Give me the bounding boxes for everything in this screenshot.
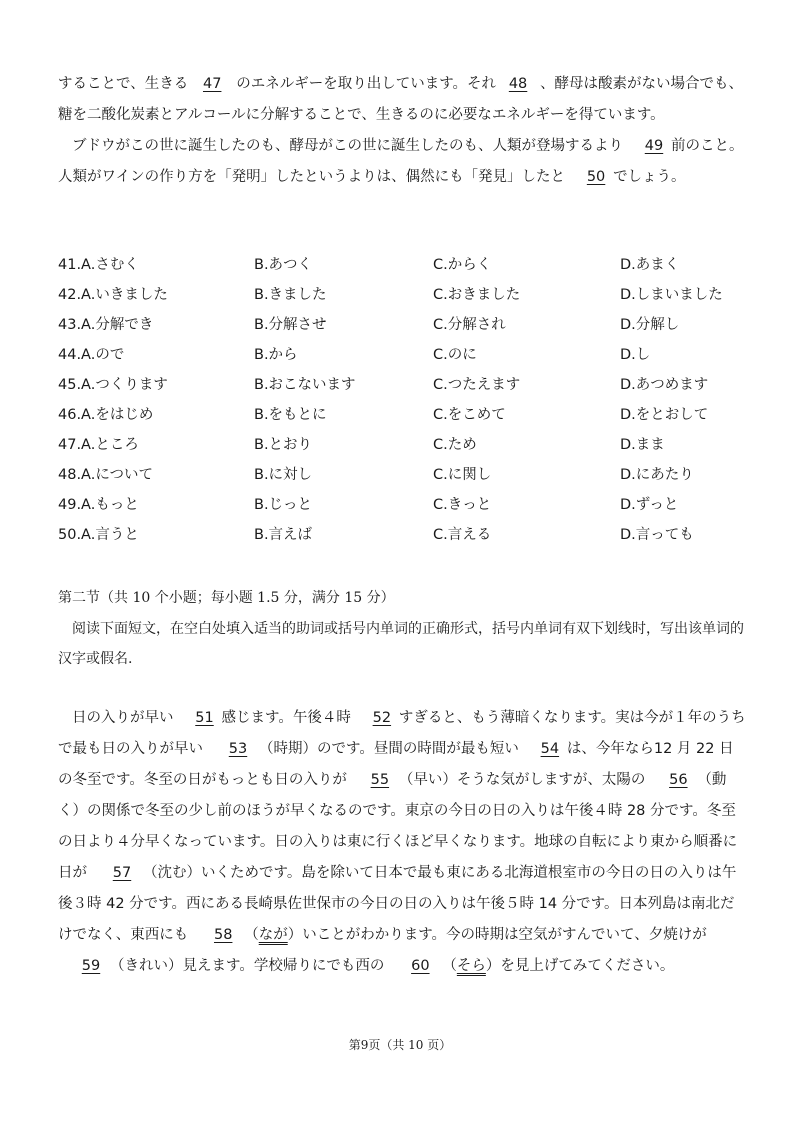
option-row-41 — [58, 250, 758, 280]
blank-57: 57 — [112, 865, 132, 881]
blank-53: 53 — [228, 741, 248, 757]
option-c: C.言える — [433, 527, 492, 543]
option-row-42 — [58, 280, 758, 310]
option-a: 44.A.ので — [58, 347, 125, 363]
blank-51: 51 — [195, 710, 214, 726]
passage-paragraph — [58, 131, 748, 193]
option-b: B.をもとに — [254, 407, 327, 423]
option-a: 41.A.さむく — [58, 257, 139, 273]
double-underlined-word: なが — [258, 927, 288, 943]
option-row-45 — [58, 370, 758, 400]
option-row-43 — [58, 310, 758, 340]
passage-text: ブドウがこの世に誕生したのも、酵母がこの世に誕生したのも、人類が登場するより — [72, 138, 623, 154]
option-d: D.にあたり — [620, 467, 694, 483]
option-d: D.あつめます — [620, 377, 709, 393]
option-b: B.に対し — [254, 467, 313, 483]
option-b: B.分解させ — [254, 317, 327, 333]
option-d: D.分解し — [620, 317, 680, 333]
passage-text: は、今年なら12 月 22 日の冬至です。冬至の日がもっとも日の入りが — [58, 741, 734, 788]
option-row-50 — [58, 520, 758, 550]
option-a: 47.A.ところ — [58, 437, 139, 453]
option-a: 50.A.言うと — [58, 527, 139, 543]
option-row-47 — [58, 430, 758, 460]
option-c: C.をこめて — [433, 407, 506, 423]
option-b: B.言えば — [254, 527, 313, 543]
passage-text: （動く）の関係で冬至の少し前のほうが早くなるのです。東京の今日の日の入りは午後４時 28 分です。冬至の日より４分早くなっています。日の入りは東に行くほど早くなります。地球の自転により東から順番に日が — [58, 772, 738, 881]
option-b: B.きました — [254, 287, 327, 303]
option-a: 48.A.について — [58, 467, 154, 483]
double-underlined-word: そら — [456, 958, 486, 974]
option-d: D.あまく — [620, 257, 680, 273]
section-title: 第二节（共 10 个小题；每小题 1.5 分，满分 15 分） — [58, 590, 395, 606]
passage-text: ）いことがわかります。今の時期は空気がすんでいて、夕焼けが — [287, 927, 707, 943]
option-row-46 — [58, 400, 758, 430]
passage-text: （時期）のです。昼間の時間が最も短い — [259, 741, 519, 757]
paren-open: （ — [442, 958, 457, 974]
option-b: B.から — [254, 347, 298, 363]
option-b: B.じっと — [254, 497, 313, 513]
option-c: C.分解され — [433, 317, 506, 333]
passage-text: 日の入りが早い — [72, 710, 174, 726]
option-b: B.あつく — [254, 257, 313, 273]
blank-54: 54 — [540, 741, 560, 757]
section-instruction: 阅读下面短文，在空白处填入适当的助词或括号内单词的正确形式，括号内单词有双下划线时，写出该单词的汉字或假名. — [58, 621, 744, 667]
page-footer: 第9页（共 10 页） — [348, 1038, 452, 1052]
blank-58: 58 — [213, 927, 233, 943]
passage-text: 、酵母は酸素がない場合でも、糖を二酸化炭素とアルコールに分解することで、生きるのに必要なエネルギーを得ています。 — [58, 76, 744, 123]
blank-56: 56 — [669, 772, 688, 788]
option-c: C.つたえます — [433, 377, 521, 393]
passage-text: することで、生きる — [58, 76, 189, 92]
paren-open: （ — [244, 927, 259, 943]
option-d: D.まま — [620, 437, 665, 453]
passage-part1 — [58, 69, 748, 193]
option-a: 42.A.いきました — [58, 287, 168, 303]
blank-48: 48 — [508, 76, 528, 92]
passage-text: （早い）そうな気がしますが、太陽の — [398, 772, 646, 788]
option-c: C.に関し — [433, 467, 492, 483]
blank-59: 59 — [81, 958, 101, 974]
passage-text: でしょう。 — [613, 169, 686, 185]
option-d: D.をとおして — [620, 407, 709, 423]
option-c: C.のに — [433, 347, 477, 363]
answer-options — [58, 250, 758, 550]
passage-text: 感じます。午後４時 — [221, 710, 351, 726]
option-c: C.おきました — [433, 287, 521, 303]
option-row-44 — [58, 340, 758, 370]
blank-55: 55 — [370, 772, 390, 788]
option-b: B.とおり — [254, 437, 313, 453]
option-c: C.ため — [433, 437, 477, 453]
blank-60: 60 — [411, 958, 430, 974]
passage-text: （きれい）見えます。学校帰りにでも西の — [110, 958, 385, 974]
blank-50: 50 — [586, 169, 606, 185]
option-a: 45.A.つくります — [58, 377, 168, 393]
option-d: D.言っても — [620, 527, 694, 543]
passage-text: ）を見上げてみてください。 — [485, 958, 675, 974]
option-row-48 — [58, 460, 758, 490]
option-d: D.ずっと — [620, 497, 679, 513]
passage-text: （沈む）いくためです。島を除いて日本で最も東にある北海道根室市の今日の日の入りは午後３時 42 分です。西にある長崎県佐世保市の今日の日の入りは午後５時 14 分です。日本列島は南北だけでなく、東西にも — [58, 865, 737, 943]
option-d: D.しまいました — [620, 287, 723, 303]
option-b: B.おこないます — [254, 377, 356, 393]
passage-part2 — [58, 703, 748, 982]
blank-47: 47 — [202, 76, 222, 92]
option-row-49 — [58, 490, 758, 520]
option-c: C.きっと — [433, 497, 492, 513]
option-c: C.からく — [433, 257, 492, 273]
option-a: 46.A.をはじめ — [58, 407, 154, 423]
option-a: 43.A.分解でき — [58, 317, 154, 333]
option-d: D.し — [620, 347, 651, 363]
blank-52: 52 — [372, 710, 392, 726]
blank-49: 49 — [644, 138, 664, 154]
option-a: 49.A.もっと — [58, 497, 139, 513]
passage-text: 前のこと。人類がワインの作り方を「発明」したというよりは、偶然にも「発見」したと — [58, 138, 744, 185]
passage-text: のエネルギーを取り出しています。それ — [236, 76, 497, 92]
passage-text: すぎると、もう薄暗くなります。実は今が１年のうちで最も日の入りが早い — [58, 710, 746, 757]
